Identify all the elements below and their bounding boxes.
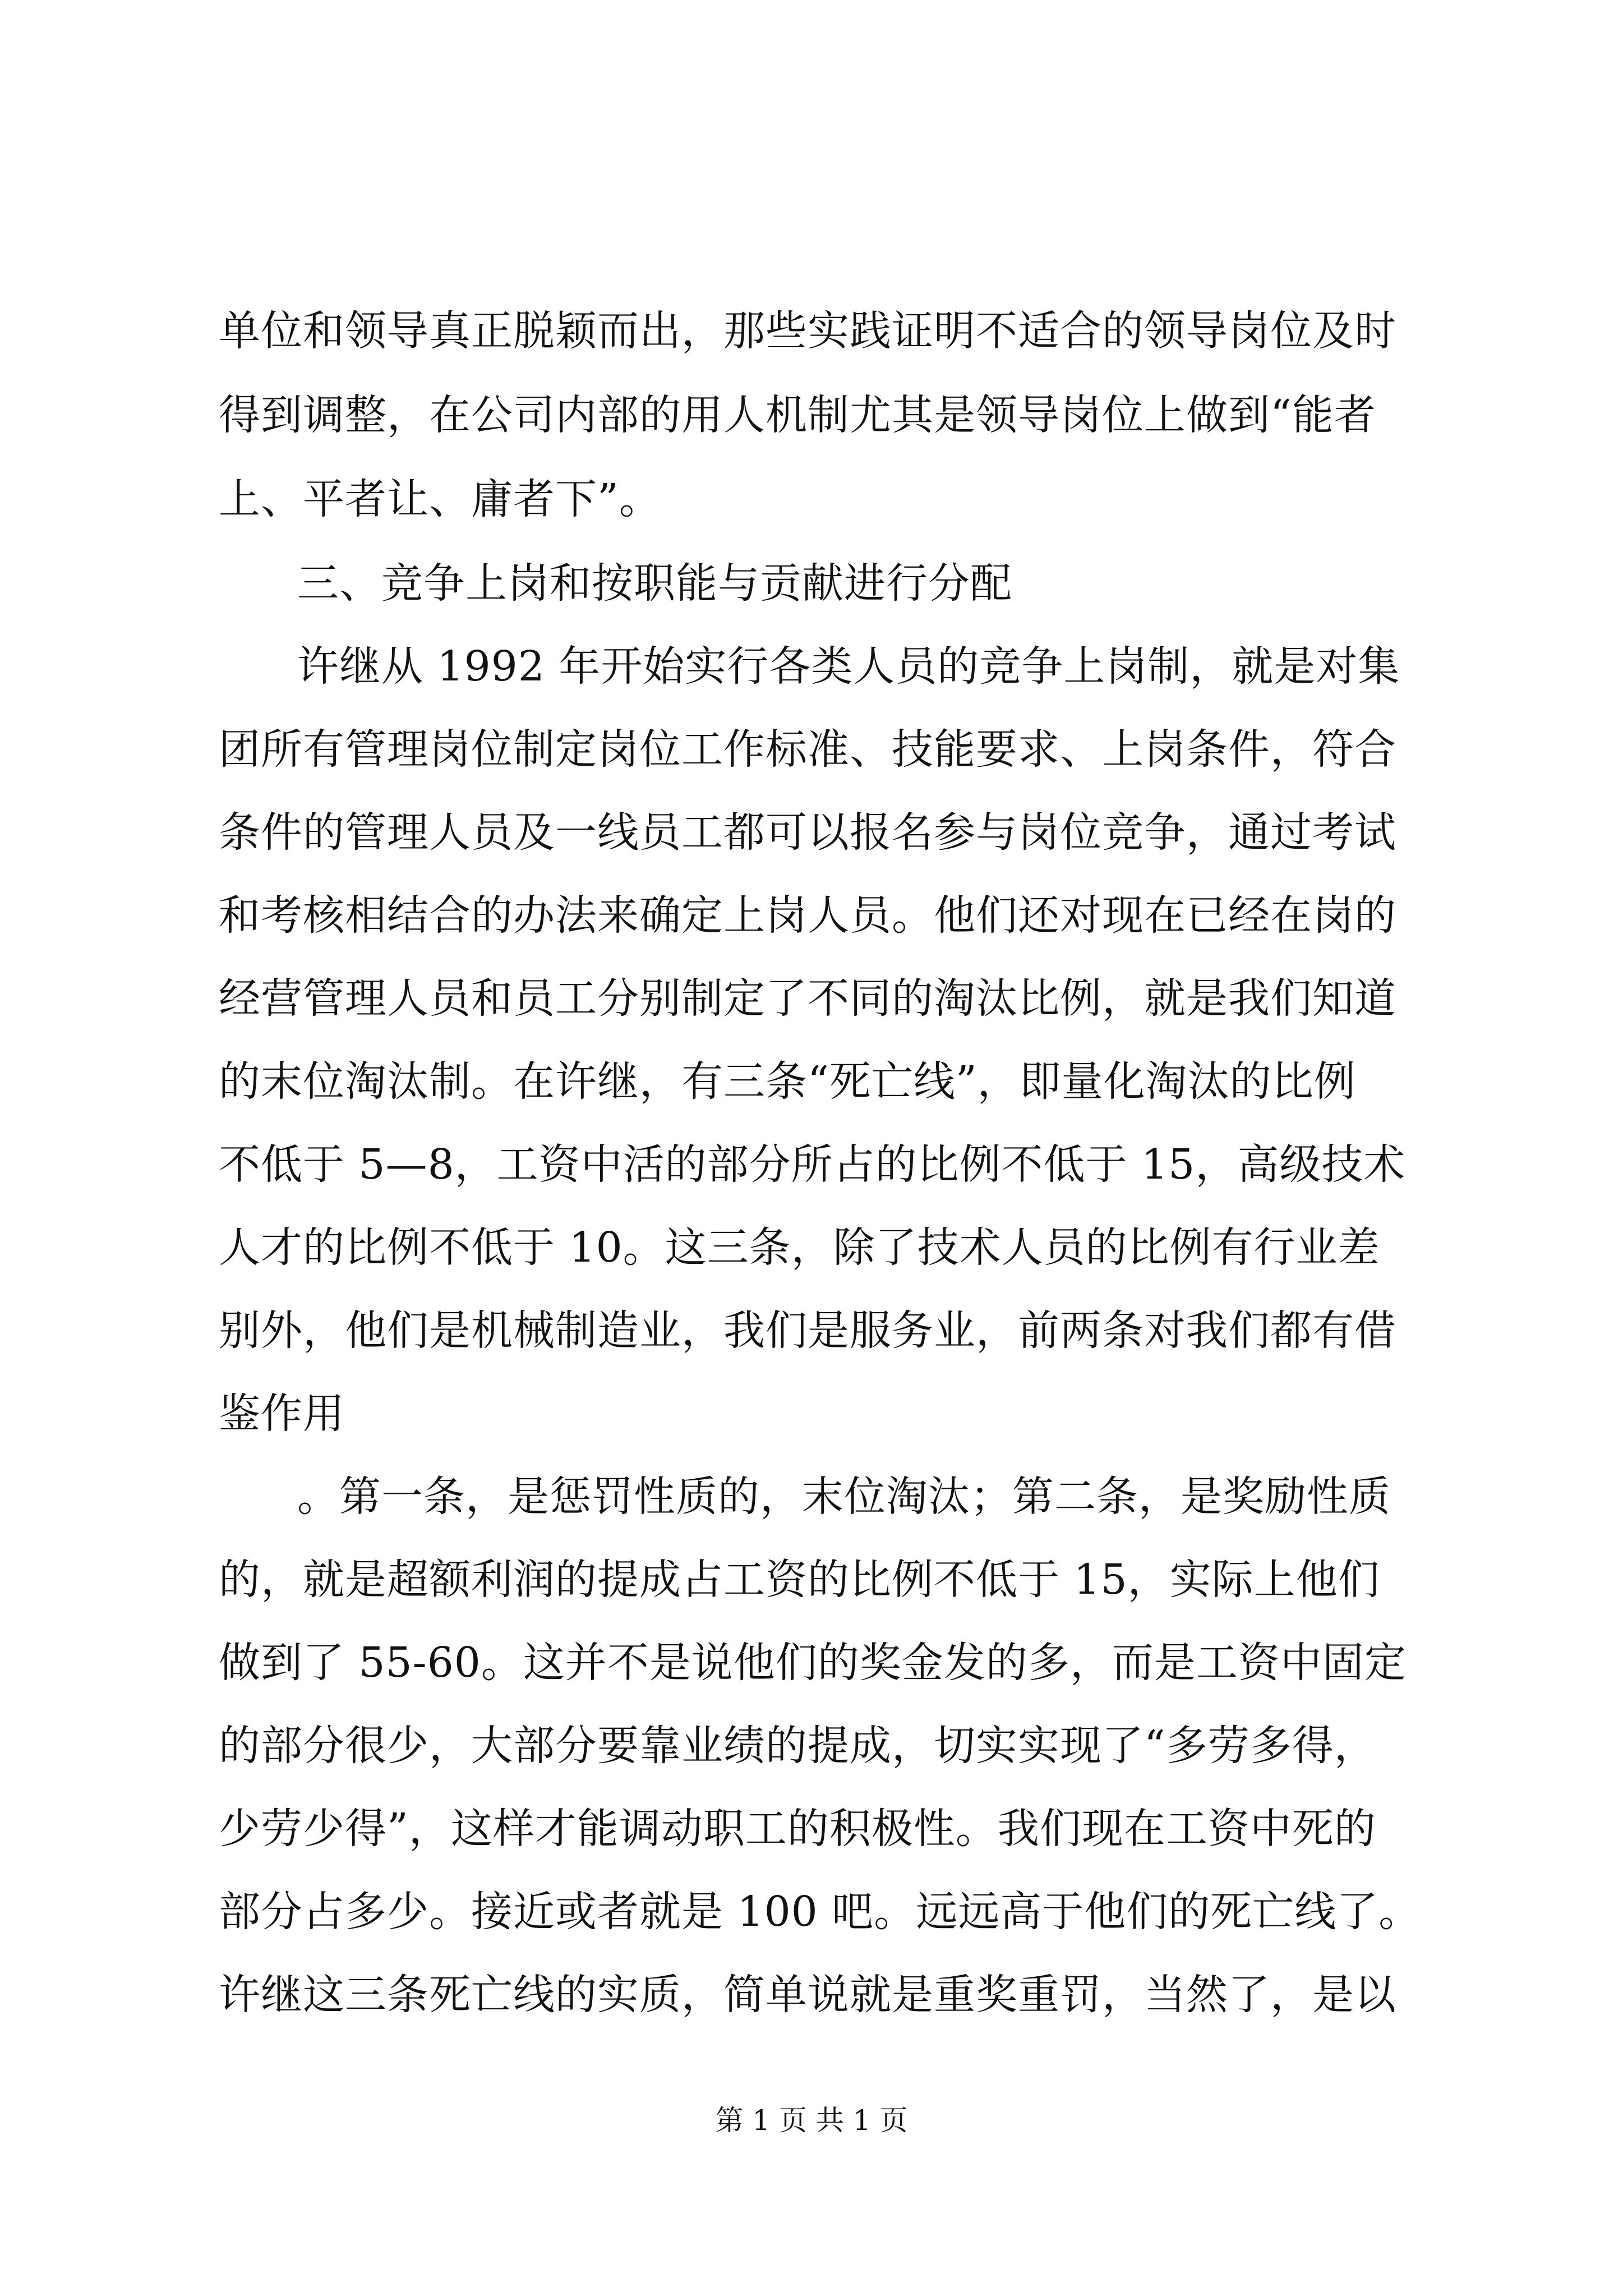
text-line: 的末位淘汰制。在许继，有三条“死亡线”，即量化淘汰的比例 — [219, 1057, 1356, 1106]
text-line: 经营管理人员和员工分别制定了不同的淘汰比例，就是我们知道 — [219, 974, 1396, 1023]
text-line: 许继这三条死亡线的实质，简单说就是重奖重罚，当然了，是以 — [219, 1971, 1396, 2019]
section-heading: 三、竞争上岗和按职能与贡献进行分配 — [297, 559, 1012, 608]
text-line: 部分占多少。接近或者就是 100 吧。远远高于他们的死亡线了。 — [219, 1888, 1421, 1936]
text-line: 上、平者让、庸者下”。 — [219, 475, 661, 523]
text-line: 的，就是超额利润的提成占工资的比例不低于 15，实际上他们 — [219, 1556, 1380, 1604]
text-line: 。第一条，是惩罚性质的，末位淘汰；第二条，是奖励性质 — [297, 1473, 1391, 1521]
text-line: 条件的管理人员及一线员工都可以报名参与岗位竞争，通过考试 — [219, 808, 1396, 857]
text-line: 得到调整，在公司内部的用人机制尤其是领导岗位上做到“能者 — [219, 391, 1376, 439]
text-line: 别外，他们是机械制造业，我们是服务业，前两条对我们都有借 — [219, 1306, 1396, 1355]
text-line: 许继从 1992 年开始实行各类人员的竞争上岗制，就是对集 — [297, 642, 1400, 691]
text-line: 人才的比例不低于 10。这三条，除了技术人员的比例有行业差 — [219, 1223, 1380, 1272]
text-line: 的部分很少，大部分要靠业绩的提成，切实实现了“多劳多得， — [219, 1722, 1376, 1770]
page-footer: 第 1 页 共 1 页 — [715, 2104, 908, 2137]
text-line: 团所有管理岗位制定岗位工作标准、技能要求、上岗条件，符合 — [219, 725, 1396, 774]
text-line: 少劳少得”，这样才能调动职工的积极性。我们现在工资中死的 — [219, 1805, 1376, 1853]
text-line: 不低于 5—8，工资中活的部分所占的比例不低于 15，高级技术 — [219, 1140, 1406, 1189]
text-line: 和考核相结合的办法来确定上岗人员。他们还对现在已经在岗的 — [219, 891, 1396, 940]
text-line: 做到了 55-60。这并不是说他们的奖金发的多，而是工资中固定 — [219, 1639, 1407, 1687]
text-line: 单位和领导真正脱颖而出，那些实践证明不适合的领导岗位及时 — [219, 307, 1396, 355]
text-line: 鉴作用 — [219, 1389, 345, 1438]
